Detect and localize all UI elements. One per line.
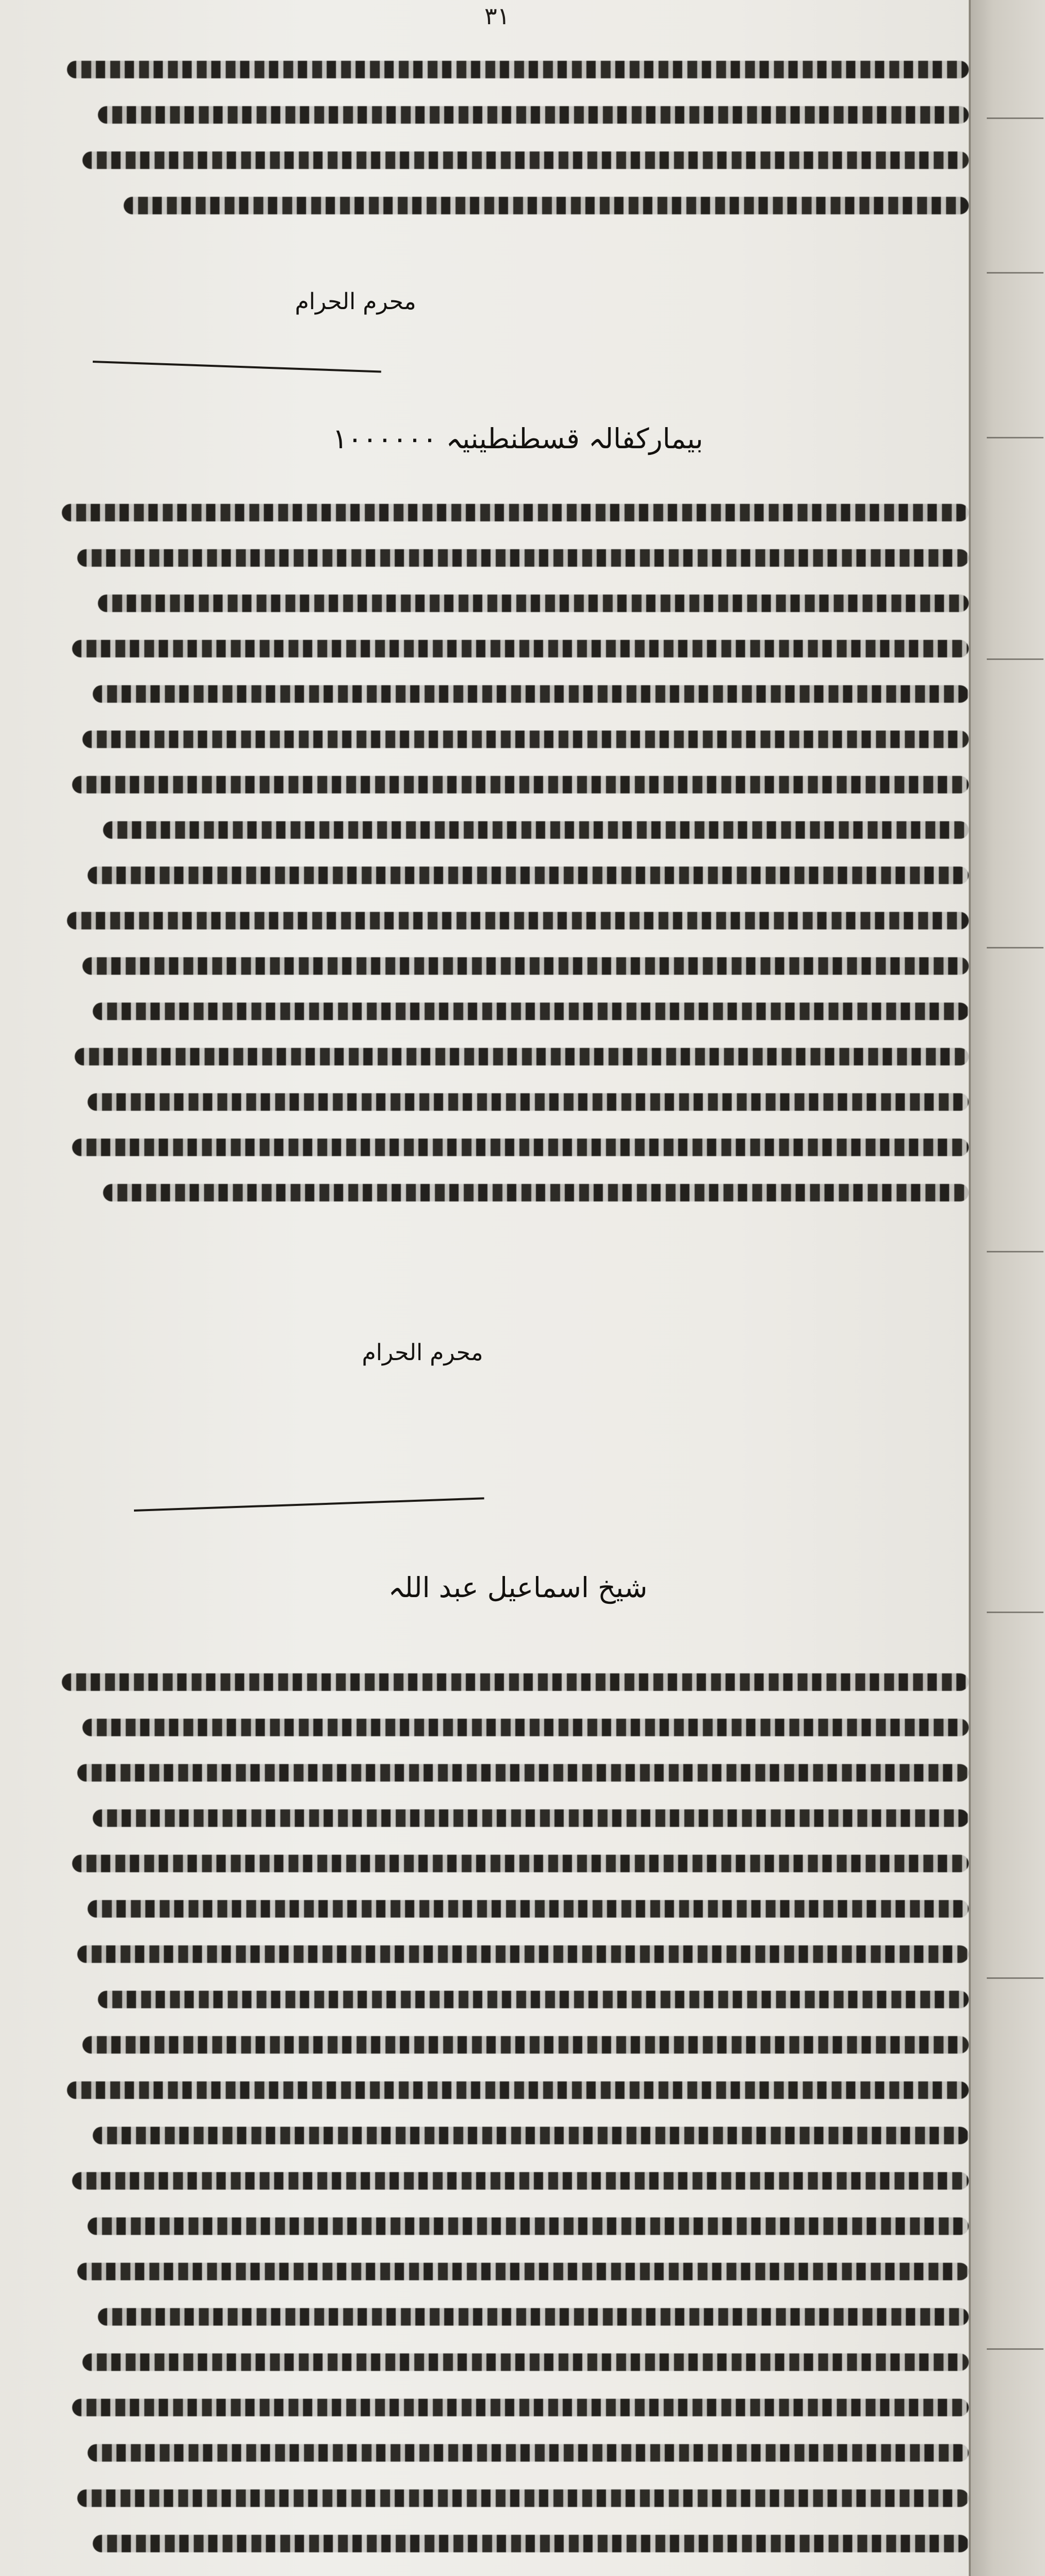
section-heading-3: شیخ اسماعیل عبد اللہ — [388, 1571, 648, 1604]
signature-2: محرم الحرام — [362, 1340, 483, 1366]
right-margin-notes — [971, 31, 1036, 2576]
entry-3 — [36, 1659, 969, 2576]
page-number: ۳۱ — [484, 2, 510, 30]
entry-1 — [36, 46, 969, 228]
signature-1: محرم الحرام — [295, 289, 416, 315]
section-heading-2: بیمارکفالہ قسطنطینیہ ۱۰۰۰۰۰۰ — [332, 422, 703, 455]
entry-2 — [36, 489, 969, 1215]
divider-2 — [134, 1497, 484, 1512]
divider-1 — [93, 361, 381, 373]
